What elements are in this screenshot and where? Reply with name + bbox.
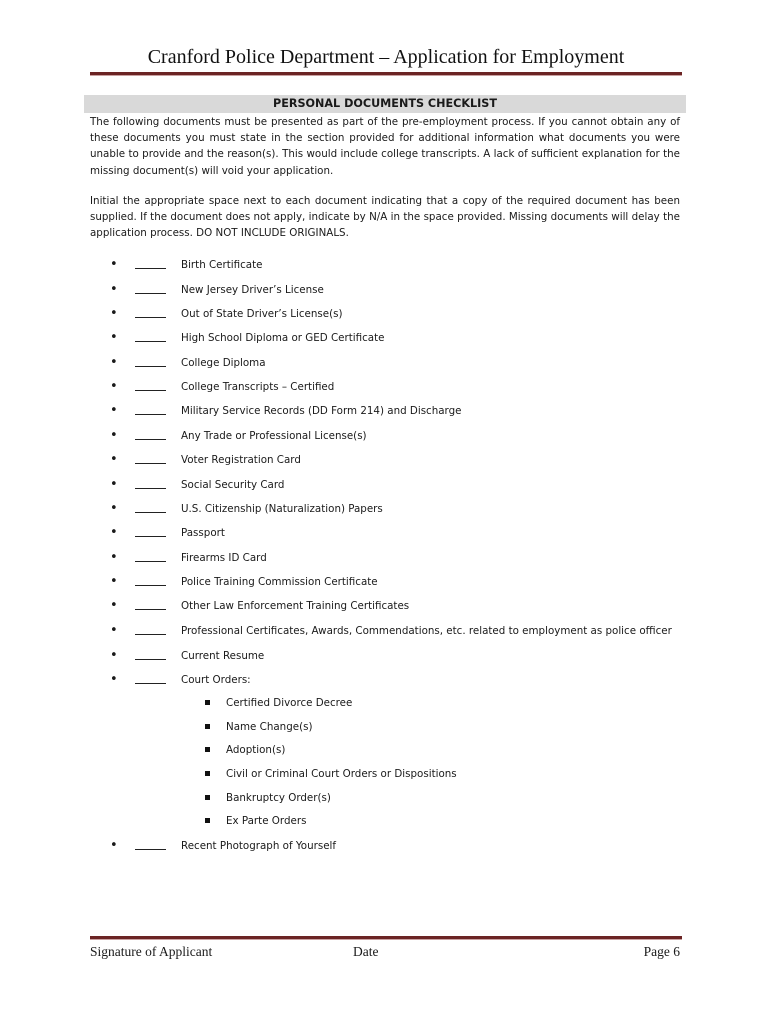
initial-blank[interactable] [135, 488, 166, 489]
initial-blank[interactable] [135, 463, 166, 464]
header-divider [90, 72, 682, 76]
initial-blank[interactable] [135, 268, 166, 269]
item-label: Social Security Card [181, 479, 285, 491]
item-label: U.S. Citizenship (Naturalization) Papers [181, 503, 383, 515]
checklist-item [0, 306, 770, 322]
checklist-item [0, 257, 770, 273]
date-label: Date [353, 944, 379, 959]
court-order-item [0, 695, 770, 711]
initial-blank[interactable] [135, 439, 166, 440]
checklist-item [0, 598, 770, 614]
court-order-label: Name Change(s) [226, 721, 313, 733]
initial-blank[interactable] [135, 849, 166, 850]
initial-blank[interactable] [135, 317, 166, 318]
court-order-item [0, 813, 770, 829]
bullet-icon: • [110, 330, 118, 345]
bullet-icon: • [110, 403, 118, 418]
square-bullet-icon [205, 795, 210, 800]
initial-blank[interactable] [135, 414, 166, 415]
court-order-item [0, 766, 770, 782]
court-order-item [0, 719, 770, 735]
initial-blank[interactable] [135, 561, 166, 562]
checklist-item [0, 428, 770, 444]
initial-blank[interactable] [135, 512, 166, 513]
bullet-icon: • [110, 428, 118, 443]
initial-blank[interactable] [135, 634, 166, 635]
checklist-item [0, 550, 770, 566]
checklist-item [0, 355, 770, 371]
initial-blank[interactable] [135, 609, 166, 610]
footer-divider [90, 936, 682, 940]
bullet-icon: • [110, 525, 118, 540]
signature-label: Signature of Applicant [90, 944, 213, 959]
item-label: College Transcripts – Certified [181, 381, 335, 393]
court-order-label: Civil or Criminal Court Orders or Dispositions [226, 768, 457, 780]
bullet-icon: • [110, 477, 118, 492]
bullet-icon: • [110, 306, 118, 321]
initial-blank[interactable] [135, 536, 166, 537]
bullet-icon: • [110, 501, 118, 516]
checklist-item [0, 838, 770, 854]
square-bullet-icon [205, 747, 210, 752]
item-label: Any Trade or Professional License(s) [181, 430, 367, 442]
checklist-item [0, 648, 770, 664]
item-label: Passport [181, 527, 225, 539]
bullet-icon: • [110, 379, 118, 394]
bullet-icon: • [110, 623, 118, 638]
court-order-item [0, 742, 770, 758]
initial-blank[interactable] [135, 366, 166, 367]
intro-paragraph: The following documents must be presented as part of the pre-employment process. If you cannot obtain any of these documents you must state in the section provided for additional information what documents you were unable to provide and the reason(s). This would include college transcripts. A lack of sufficient explanation for the missing document(s) will void your application. [90, 116, 680, 177]
item-label: Current Resume [181, 650, 265, 662]
item-label: Voter Registration Card [181, 454, 301, 466]
bullet-icon: • [110, 598, 118, 613]
bullet-icon: • [110, 257, 118, 272]
court-order-item [0, 790, 770, 806]
checklist-item [0, 574, 770, 590]
instructions-paragraph: Initial the appropriate space next to each document indicating that a copy of the required document has been supplied. If the document does not apply, indicate by N/A in the space provided. Missing documents will delay the application process. DO NOT INCLUDE ORIGINALS. [90, 195, 680, 240]
item-label: Recent Photograph of Yourself [181, 840, 337, 852]
checklist-item [0, 403, 770, 419]
item-label: Professional Certificates, Awards, Commendations, etc. related to employment as police officer [181, 625, 672, 637]
item-label: Birth Certificate [181, 259, 263, 271]
initial-blank[interactable] [135, 659, 166, 660]
initial-blank[interactable] [135, 293, 166, 294]
bullet-icon: • [110, 838, 118, 853]
court-order-label: Bankruptcy Order(s) [226, 792, 331, 804]
bullet-icon: • [110, 452, 118, 467]
checklist-item [0, 282, 770, 298]
square-bullet-icon [205, 724, 210, 729]
item-label: Out of State Driver’s License(s) [181, 308, 343, 320]
bullet-icon: • [110, 550, 118, 565]
initial-blank[interactable] [135, 341, 166, 342]
item-label: College Diploma [181, 357, 266, 369]
checklist-item [0, 452, 770, 468]
checklist-item [0, 330, 770, 346]
square-bullet-icon [205, 818, 210, 823]
checklist-item [0, 672, 770, 688]
checklist-item [0, 623, 770, 639]
item-label: New Jersey Driver’s License [181, 284, 324, 296]
item-label: Military Service Records (DD Form 214) and Discharge [181, 405, 462, 417]
initial-blank[interactable] [135, 683, 166, 684]
item-label: Other Law Enforcement Training Certificates [181, 600, 410, 612]
bullet-icon: • [110, 672, 118, 687]
item-label: High School Diploma or GED Certificate [181, 332, 385, 344]
bullet-icon: • [110, 282, 118, 297]
item-label: Firearms ID Card [181, 552, 267, 564]
court-order-label: Certified Divorce Decree [226, 697, 353, 709]
section-heading: PERSONAL DOCUMENTS CHECKLIST [84, 95, 686, 113]
court-order-label: Ex Parte Orders [226, 815, 307, 827]
item-label: Court Orders: [181, 674, 251, 686]
item-label: Police Training Commission Certificate [181, 576, 378, 588]
checklist-item [0, 477, 770, 493]
initial-blank[interactable] [135, 585, 166, 586]
court-order-label: Adoption(s) [226, 744, 286, 756]
checklist-item [0, 501, 770, 517]
page-header: Cranford Police Department – Application for Employment [147, 46, 625, 68]
bullet-icon: • [110, 355, 118, 370]
checklist-item [0, 525, 770, 541]
page-number: Page 6 [643, 944, 680, 959]
initial-blank[interactable] [135, 390, 166, 391]
bullet-icon: • [110, 648, 118, 663]
bullet-icon: • [110, 574, 118, 589]
square-bullet-icon [205, 771, 210, 776]
square-bullet-icon [205, 700, 210, 705]
checklist-item [0, 379, 770, 395]
